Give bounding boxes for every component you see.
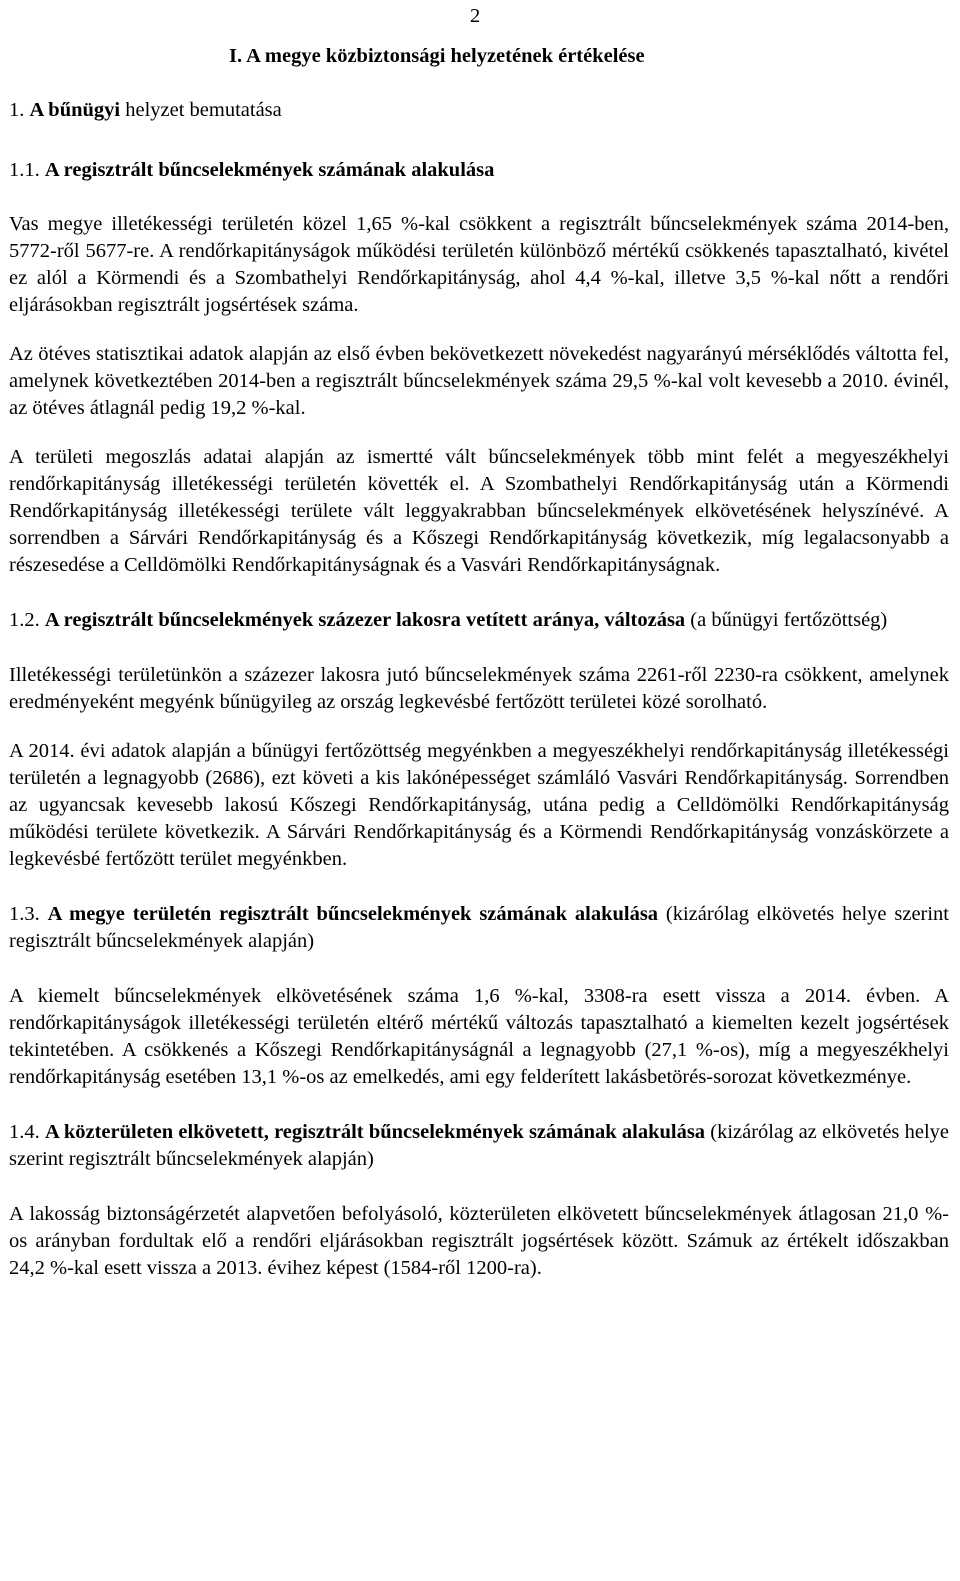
section-1-heading (9, 97, 282, 124)
section-1-3-number: 1.3. (9, 903, 40, 925)
section-1-title-bold: A bűnügyi (29, 99, 121, 121)
paragraph-1-1-b: Az ötéves statisztikai adatok alapján az első évben bekövetkezett növekedést nagyarányú mérséklődés váltotta fel, amelynek következtében 2014-ben a regisztrált bűncselekmények száma 29,5 %-kal volt kevesebb a 2010. évinél, az ötéves átlagnál pedig 19,2 %-kal. (9, 343, 949, 419)
section-1-1-number: 1.1. (9, 159, 40, 181)
paragraph-1-1-a: Vas megye illetékességi területén közel 1,65 %-kal csökkent a regisztrált bűncselekmények száma 2014-ben, 5772-ről 5677-re. A rendőrkapitányságok működési területén különböző mértékű csökkenés tapasztalható, kivétel ez alól a Körmendi és a Szombathelyi Rendőrkapitányság, ahol 4,4 %-kal, illetve 3,5 %-kal nőtt a rendőri eljárásokban regisztrált jogsértések száma. (9, 213, 949, 316)
section-1-4-heading (9, 1119, 949, 1173)
section-1-4-title-rest: (kizárólag az elkövetés helye szerint regisztrált bűncselekmények alapján) (9, 1121, 950, 1170)
section-1-1-title: A regisztrált bűncselekmények számának alakulása (44, 159, 495, 181)
section-1-number: 1. (9, 99, 25, 121)
paragraph-1-2-a: Illetékességi területünkön a százezer lakosra jutó bűncselekmények száma 2261-ről 2230-ra csökkent, amelynek eredményeként megyénk bűnügyileg az ország legkevésbé fertőzött területei közé sorolható. (9, 664, 949, 713)
page-number: 2 (470, 5, 481, 27)
section-1-2-title-bold: A regisztrált bűncselekmények százezer lakosra vetített aránya, változása (44, 609, 686, 631)
section-1-2-title-rest: (a bűnügyi fertőzöttség) (690, 609, 888, 631)
section-1-1-heading (9, 157, 494, 184)
section-1-2-number: 1.2. (9, 609, 40, 631)
section-1-3-title-bold: A megye területén regisztrált bűncselekmények számának alakulása (47, 903, 659, 925)
section-1-3-title-rest: (kizárólag elkövetés helye szerint regisztrált bűncselekmények alapján) (9, 903, 950, 952)
section-1-2-heading (9, 607, 949, 634)
section-1-title-rest: helyzet bemutatása (125, 99, 282, 121)
main-content (9, 211, 949, 1282)
section-1-3-heading (9, 901, 949, 955)
section-1-4-title-bold: A közterületen elkövetett, regisztrált bűncselekmények számának alakulása (44, 1121, 706, 1143)
paragraph-1-4-a: A lakosság biztonságérzetét alapvetően befolyásoló, közterületen elkövetett bűncselekmények átlagosan 21,0 %-os arányban fordultak elő a rendőri eljárásokban regisztrált jogsértések között. Számuk az értékelt időszakban 24,2 %-kal esett vissza a 2013. évihez képest (1584-ről 1200-ra). (9, 1203, 949, 1279)
chapter-title: I. A megye közbiztonsági helyzetének értékelése (229, 45, 645, 67)
paragraph-1-3-a: A kiemelt bűncselekmények elkövetésének száma 1,6 %-kal, 3308-ra esett vissza a 2014. évben. A rendőrkapitányságok illetékességi területén eltérő mértékű változás tapasztalható a kiemelten kezelt jogsértések tekintetében. A csökkenés a Kőszegi Rendőrkapitányságnál a legnagyobb (27,1 %-os), míg a megyeszékhelyi rendőrkapitányság esetében 13,1 %-os az emelkedés, ami egy felderített lakásbetörés-sorozat következménye. (9, 985, 949, 1088)
paragraph-1-1-c: A területi megoszlás adatai alapján az ismertté vált bűncselekmények több mint felét a megyeszékhelyi rendőrkapitányság illetékességi területén követték el. A Szombathelyi Rendőrkapitányság után a Körmendi Rendőrkapitányság illetékességi területe vált leggyakrabban bűncselekmények elkövetésének helyszínévé. A sorrendben a Sárvári Rendőrkapitányság és a Kőszegi Rendőrkapitányság következik, míg legalacsonyabb a részesedése a Celldömölki Rendőrkapitányságnak és a Vasvári Rendőrkapitányságnak. (9, 446, 949, 576)
paragraph-1-2-b: A 2014. évi adatok alapján a bűnügyi fertőzöttség megyénkben a megyeszékhelyi rendőrkapitányság illetékességi területén a legnagyobb (2686), ezt követi a kis lakónépességet számláló Vasvári Rendőrkapitányság. Sorrendben az ugyancsak kevesebb lakosú Kőszegi Rendőrkapitányság, utána pedig a Celldömölki Rendőrkapitányság működési területe következik. A Sárvári Rendőrkapitányság és a Körmendi Rendőrkapitányság vonzáskörzete a legkevésbé fertőzött terület megyénkben. (9, 740, 949, 870)
section-1-4-number: 1.4. (9, 1121, 40, 1143)
